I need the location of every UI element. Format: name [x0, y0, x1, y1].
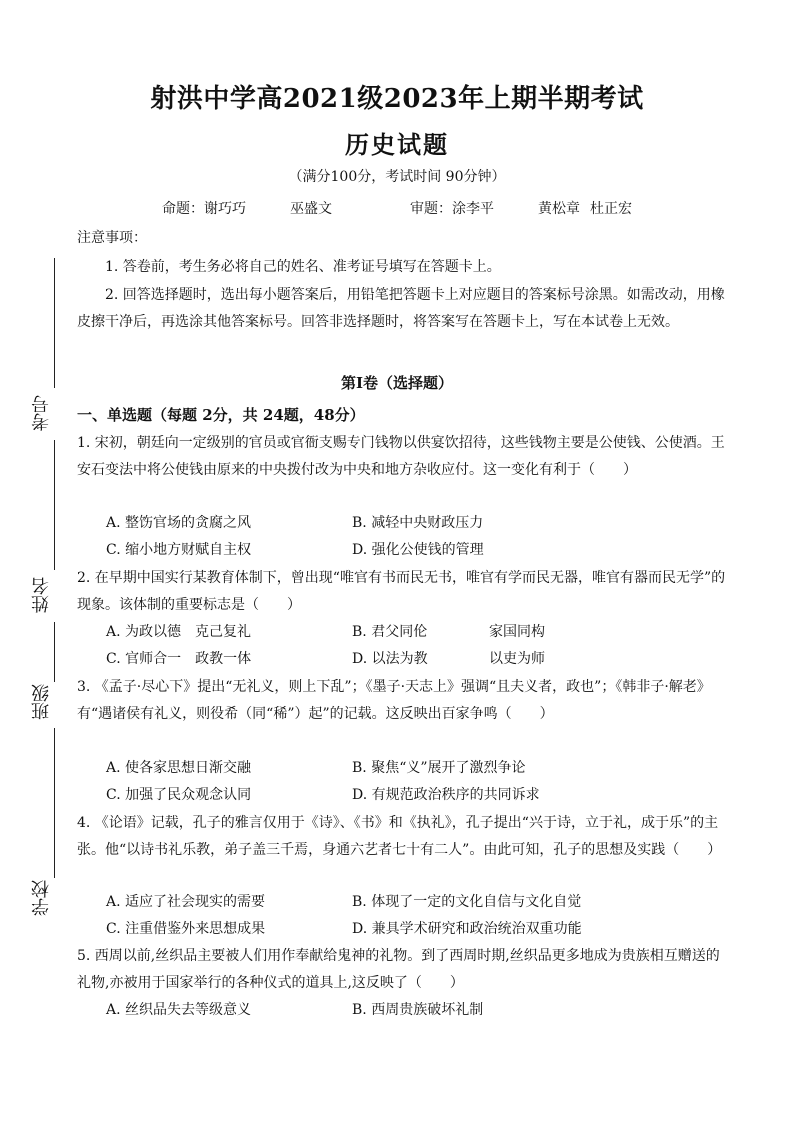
- reviewer-name: 黄松章: [538, 201, 580, 217]
- question-stem: 4. 《论语》记载，孔子的雅言仅用于《诗》、《书》和《执礼》，孔子提出“兴于诗，立于礼，成于乐”的主张。他“以诗书礼乐教，弟子盖三千焉，身通六艺者七十有二人”。由此可知，孔子的思想及实践（ ）: [77, 815, 722, 858]
- option-b: B. 聚焦“义”展开了激烈争论: [352, 760, 526, 776]
- part-heading: 第Ⅰ卷（选择题）: [340, 374, 454, 392]
- option-c: C. 注重借鉴外来思想成果: [106, 921, 266, 937]
- setter-name: 巫盛文: [290, 201, 332, 217]
- score-time: （满分100分，考试时间 90分钟）: [288, 169, 506, 185]
- question-stem: 5. 西周以前,丝织品主要被人们用作奉献给鬼神的礼物。到了西周时期,丝织品更多地成为贵族相互赠送的礼物,亦被用于国家举行的各种仪式的道具上,这反映了（ ）: [77, 948, 720, 991]
- option-a: A. 为政以德 克己复礼: [106, 624, 252, 640]
- option-d: D. 有规范政治秩序的共同诉求: [352, 787, 540, 803]
- margin-rule: [54, 622, 55, 682]
- option-a: A. 丝织品失去等级意义: [106, 1002, 252, 1018]
- exam-subject: 历史试题: [345, 130, 449, 159]
- exam-title: 射洪中学高2021级2023年上期半期考试: [150, 84, 644, 114]
- authors-line: [0, 198, 794, 218]
- reviewer-name: 杜正宏: [590, 201, 632, 217]
- option-a: A. 整饬官场的贪腐之风: [106, 515, 252, 531]
- option-b: B. 体现了一定的文化自信与文化自觉: [352, 894, 582, 910]
- option-d: D. 兼具学术研究和政治统治双重功能: [352, 921, 582, 937]
- setter-label: 命题：: [162, 201, 204, 217]
- margin-label-school: 学校: [31, 880, 52, 916]
- notice-heading: 注意事项：: [77, 230, 147, 246]
- option-b: B. 君父同伦: [352, 624, 428, 640]
- question-stem: 2. 在早期中国实行某教育体制下，曾出现“唯官有书而民无书，唯官有学而民无器，唯官有器而民无学”的现象。该体制的重要标志是（ ）: [77, 570, 726, 613]
- notice-item-2: 2. 回答选择题时，选出每小题答案后，用铅笔把答题卡上对应题目的答案标号涂黑。如需改动，用橡皮擦干净后，再选涂其他答案标号。回答非选择题时，将答案写在答题卡上，写在本试卷上无效。: [77, 287, 725, 330]
- option-d: D. 以法为教: [352, 651, 428, 667]
- margin-rule: [54, 728, 55, 878]
- setter-name: 谢巧巧: [204, 201, 246, 217]
- question-stem: 1. 宋初，朝廷向一定级别的官员或官衙支赐专门钱物以供宴饮招待，这些钱物主要是公使钱、公使酒。王安石变法中将公使钱由原来的中央拨付改为中央和地方杂收应付。这一变化有利于（ ）: [77, 435, 725, 478]
- option-b-part: 家国同构: [489, 624, 545, 640]
- notice-item-1: 1. 答卷前，考生务必将自己的姓名、准考证号填写在答题卡上。: [105, 259, 501, 275]
- margin-label-class: 班级: [31, 684, 52, 720]
- option-c: C. 缩小地方财赋自主权: [106, 542, 252, 558]
- option-a: A. 使各家思想日渐交融: [106, 760, 252, 776]
- question-stem: 3. 《孟子·尽心下》提出“无礼义，则上下乱”；《墨子·天志上》强调“且夫义者，政也”；《韩非子·解老》有“遇诸侯有礼义，则役希（同“稀”）起”的记载。这反映出百家争鸣（ ）: [77, 679, 711, 722]
- option-b: B. 西周贵族破坏礼制: [352, 1002, 484, 1018]
- option-d: D. 强化公使钱的管理: [352, 542, 484, 558]
- margin-rule: [54, 440, 55, 570]
- option-c: C. 官师合一 政教一体: [106, 651, 252, 667]
- option-a: A. 适应了社会现实的需要: [106, 894, 266, 910]
- margin-label-name: 姓名: [31, 577, 52, 613]
- option-c: C. 加强了民众观念认同: [106, 787, 252, 803]
- margin-label-exam-number: 考号: [31, 395, 52, 431]
- margin-rule: [54, 258, 55, 388]
- option-d-part: 以吏为师: [489, 651, 545, 667]
- reviewer-label: 审题：: [410, 201, 452, 217]
- reviewer-name: 涂李平: [452, 201, 494, 217]
- option-b: B. 减轻中央财政压力: [352, 515, 484, 531]
- section-heading: 一、单选题（每题 2分，共 24题，48分）: [77, 406, 365, 424]
